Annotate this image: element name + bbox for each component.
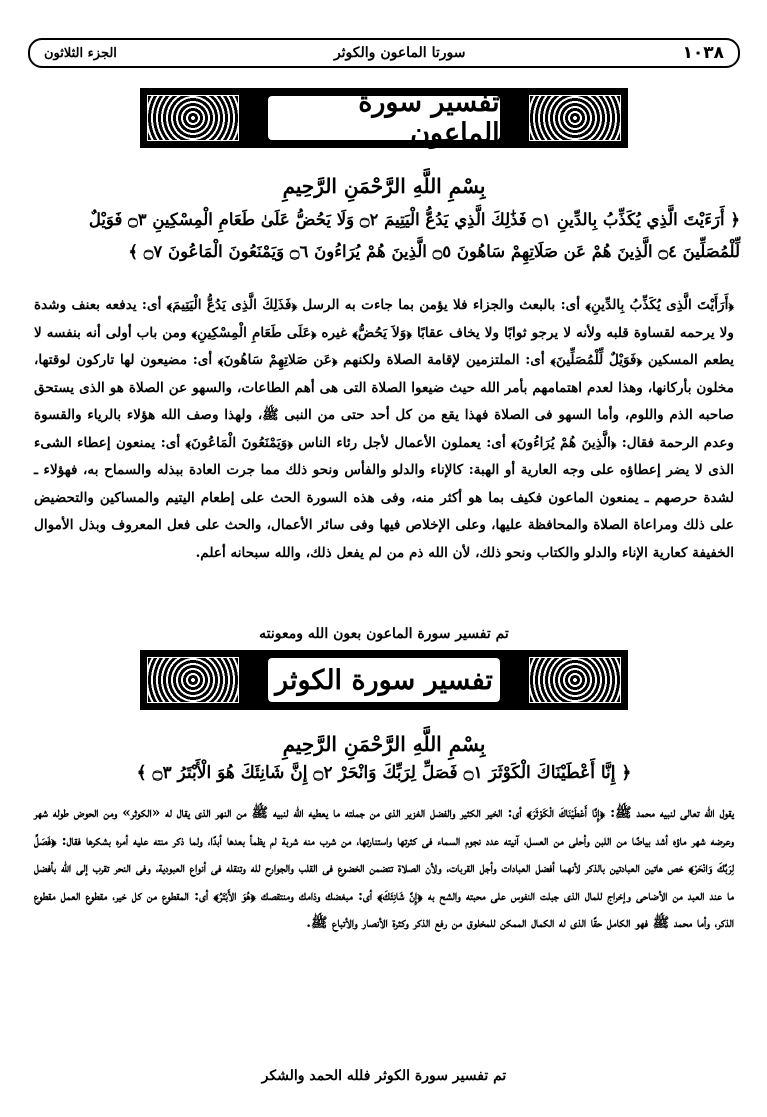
ornament-left	[147, 95, 239, 141]
ayah-line-kawthar: ﴿ إِنَّا أَعْطَيْنَاكَ الْكَوْثَرَ ۝١ فَصَلِّ لِرَبِّكَ وَانْحَرْ ۝٢ إِنَّ شَانِئَكَ هُوَ الْأَبْتَرُ ۝٣ ﴾	[136, 763, 632, 783]
sura-banner-maun	[140, 88, 628, 148]
commentary-maun: ﴿أَرَأَيْتَ الَّذِى يُكَذِّبُ بِالدِّينِ﴾ أى: بالبعث والجزاء فلا يؤمن بما جاءت به الرسل ﴿فَذَلِكَ الَّذِى يَدُعُّ الْيَتِيمَ﴾ أى: يدفعه بعنف وشدة ولا يرحمه لقساوة قلبه ولأنه لا يرجو ثوابًا ولا يخاف عقابًا ﴿وَلاَ يَحُضُّ﴾ غيره ﴿عَلَى طَعَامِ الْمِسْكِينِ﴾ ومن باب أولى أنه بنفسه لا يطعم المسكين ﴿فَوَيْلٌ لِّلْمُصَلِّينَ﴾ أى: الملتزمين لإقامة الصلاة ولكنهم ﴿عَن صَلاتِهِمْ سَاهُونَ﴾ أى: مضيعون لها تاركون لوقتها، مخلون بأركانها، وهذا لعدم اهتمامهم بأمر الله حيث ضيعوا الصلاة التى هى أهم الطاعات، والسهو عن الصلاة هو الذى يستحق صاحبه الذم واللوم، وأما السهو فى الصلاة فهذا يقع من كل أحد حتى من النبى ﷺ، ولهذا وصف الله هؤلاء بالرياء والقسوة وعدم الرحمة فقال: ﴿الَّذِينَ هُمْ يُرَاءُونَ﴾ أى: يعملون الأعمال لأجل رئاء الناس ﴿وَيَمْنَعُونَ الْمَاعُونَ﴾ أى: يمنعون إعطاء الشىء الذى لا يضر إعطاؤه على وجه العارية أو الهبة: كالإناء والدلو والفأس ونحو ذلك مما جرت العادة ببذله والسماح به، فهؤلاء ـ لشدة حرصهم ـ يمنعون الماعون فكيف بما هو أكثر منه، وفى هذه السورة الحث على إطعام اليتيم والمساكين والتحضيض على ذلك ومراعاة الصلاة والمحافظة عليها، وعلى الإخلاص فيها وفى سائر الأعمال، والحث على فعل المعروف وبذل الأموال الخفيفة كعارية الإناء والدلو والكتاب ونحو ذلك، لأن الله ذم من لم يفعل ذلك، والله سبحانه أعلم.	[34, 297, 734, 561]
closing-kawthar: تم تفسير سورة الكوثر فلله الحمد والشكر	[261, 1068, 507, 1084]
page-header	[28, 38, 740, 68]
ornament-right	[529, 657, 621, 703]
commentary-kawthar: يقول الله تعالى لنبيه محمد ﷺ: ﴿إِنَّا أَعْطَيْنَاكَ الْكَوْثَرَ﴾ أى: الخير الكثير والفضل الغزير الذى من جملته ما يعطيه الله لنبيه ﷺ من النهر الذى يقال له «الكوثر» ومن الحوض طوله شهر وعرضه شهر ماؤه أشد بياضًا من اللبن وأحلى من العسل، آنيته عدد نجوم السماء فى كثرتها واستنارتها، من شرب منه شربة لم يظمأ بعدها أبدًا، ولما ذكر منته عليه أمره بشكرها فقال: ﴿فَصَلِّ لِرَبِّكَ وَانْحَرْ﴾ خص هاتين العبادتين بالذكر لأنهما أفضل العبادات وأجل القربات، ولأن الصلاة تتضمن الخضوع فى القلب والجوارح لله وتنقله فى أنواع العبودية، وفى النحر تقرب إلى الله بأفضل ما عند العبد من الأضاحى وإخراج للمال الذى جبلت النفوس على محبته والشح به ﴿إِنَّ شَانِئَكَ﴾ أى: مبغضك وذامك ومنتقصك ﴿هُوَ الأَبْتَرُ﴾ أى: المقطوع من كل خير، مقطوع العمل مقطوع الذكر، وأما محمد ﷺ فهو الكامل حقًا الذى له الكمال الممكن للمخلوق من رفع الذكر وكثرة الأنصار والأتباع ﷺ.	[34, 805, 734, 931]
page	[28, 38, 740, 1098]
ayah-line-1: ﴿ أَرَءَيْتَ الَّذِي يُكَذِّبُ بِالدِّينِ ۝١ فَذَٰلِكَ الَّذِي يَدُعُّ الْيَتِيمَ ۝٢ وَلَا يَحُضُّ عَلَىٰ طَعَامِ الْمِسْكِينِ ۝٣ فَوَيْلٌ	[88, 210, 740, 229]
sura-title-kawthar: تفسير سورة الكوثر	[275, 664, 493, 696]
page-number: ١٠٣٨	[682, 43, 724, 63]
banner-title-box	[266, 656, 501, 704]
ayah-line-2: لِّلْمُصَلِّينَ ۝٤ الَّذِينَ هُمْ عَن صَلَاتِهِمْ سَاهُونَ ۝٥ الَّذِينَ هُمْ يُرَاءُونَ ۝٦ وَيَمْنَعُونَ الْمَاعُونَ ۝٧ ﴾	[128, 242, 740, 261]
juz-label: الجزء الثلاثون	[44, 45, 117, 61]
ornament-right	[529, 95, 621, 141]
ornament-left	[147, 657, 239, 703]
banner-title-box	[266, 87, 501, 149]
closing-maun: تم تفسير سورة الماعون بعون الله ومعونته	[259, 626, 509, 642]
basmala-kawthar: بِسْمِ اللَّهِ الرَّحْمَنِ الرَّحِيمِ	[282, 732, 486, 756]
sura-banner-kawthar	[140, 650, 628, 710]
sura-title-maun: تفسير سورة الماعون	[358, 87, 500, 149]
basmala-maun: بِسْمِ اللَّهِ الرَّحْمَنِ الرَّحِيمِ	[282, 174, 486, 198]
running-title: سورتا الماعون والكوثر	[333, 45, 466, 61]
